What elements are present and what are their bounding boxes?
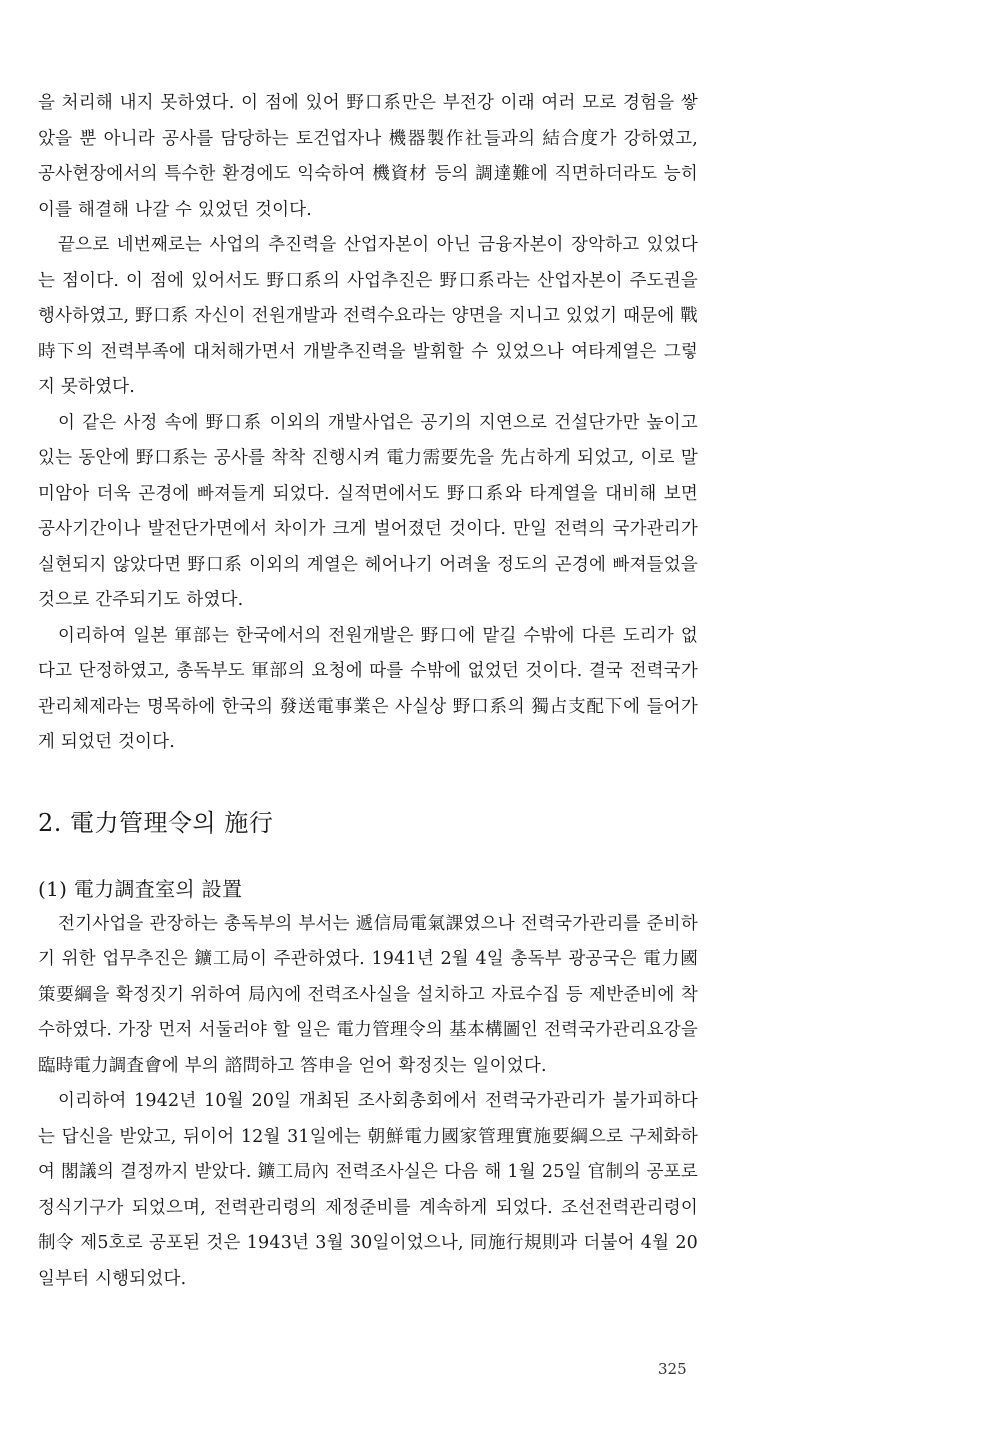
paragraph-electric-business: 전기사업을 관장하는 총독부의 부서는 遞信局電氣課였으나 전력국가관리를 준비하기 위한 업무추진은 鑛工局이 주관하였다. 1941년 2월 4일 총독부 광공국은 電力國策要綱을 확정짓기 위하여 局內에 전력조사실을 설치하고 자료수집 등 제반준비에 착수하였다. 가장 먼저 서둘러야 할 일은 電力管理令의 基本構圖인 전력국가관리요강을 臨時電力調査會에 부의 諮問하고 答申을 얻어 확정짓는 일이었다.: [38, 913, 698, 1076]
paragraph-fourth-reason: 끝으로 네번째로는 사업의 추진력을 산업자본이 아닌 금융자본이 장악하고 있었다는 점이다. 이 점에 있어서도 野口系의 사업추진은 野口系라는 산업자본이 주도권을 행사하였고, 野口系 자신이 전원개발과 전력수요라는 양면을 지니고 있었기 때문에 戰時下의 전력부족에 대처해가면서 개발추진력을 발휘할 수 있었으나 여타계열은 그렇지 못하였다.: [38, 235, 698, 397]
paragraph-conclusion: 이리하여 일본 軍部는 한국에서의 전원개발은 野口에 맡길 수밖에 다른 도리가 없다고 단정하였고, 총독부도 軍部의 요청에 따를 수밖에 없었던 것이다. 결국 전력국가관리체제라는 명목하에 한국의 發送電事業은 사실상 野口系의 獨占支配下에 들어가게 되었던 것이다.: [38, 625, 698, 752]
subsection-title: (1) 電力調査室의 設置: [38, 876, 243, 901]
paragraph-circumstances: 이 같은 사정 속에 野口系 이외의 개발사업은 공기의 지연으로 건설단가만 높이고 있는 동안에 野口系는 공사를 착착 진행시켜 電力需要先을 先占하게 되었고, 이로 말미암아 더욱 곤경에 빠져들게 되었다. 실적면에서도 野口系와 타계열을 대비해 보면 공사기간이나 발전단가면에서 차이가 크게 벌어졌던 것이다. 만일 전력의 국가관리가 실현되지 않았다면 野口系 이외의 계열은 헤어나기 어려울 정도의 곤경에 빠져들었을 것으로 간주되기도 하였다.: [38, 412, 698, 610]
document-page: [38, 86, 698, 1297]
page-number: 325: [658, 1360, 687, 1378]
paragraph-continuation: 을 처리해 내지 못하였다. 이 점에 있어 野口系만은 부전강 이래 여러 모로 경험을 쌓았을 뿐 아니라 공사를 담당하는 토건업자나 機器製作社들과의 結合度가 강하였고, 공사현장에서의 특수한 환경에도 익숙하여 機資材 등의 調達難에 직면하더라도 능히 이를 해결해 나갈 수 있었던 것이다.: [38, 93, 698, 220]
section-title: 2. 電力管理令의 施行: [38, 808, 274, 837]
paragraph-1942-meeting: 이리하여 1942년 10월 20일 개최된 조사회총회에서 전력국가관리가 불가피하다는 답신을 받았고, 뒤이어 12월 31일에는 朝鮮電力國家管理實施要綱으로 구체화하여 閣議의 결정까지 받았다. 鑛工局內 전력조사실은 다음 해 1월 25일 官制의 공포로 정식기구가 되었으며, 전력관리령의 제정준비를 계속하게 되었다. 조선전력관리령이 制令 제5호로 공포된 것은 1943년 3월 30일이었으나, 同施行規則과 더불어 4월 20일부터 시행되었다.: [38, 1091, 698, 1289]
